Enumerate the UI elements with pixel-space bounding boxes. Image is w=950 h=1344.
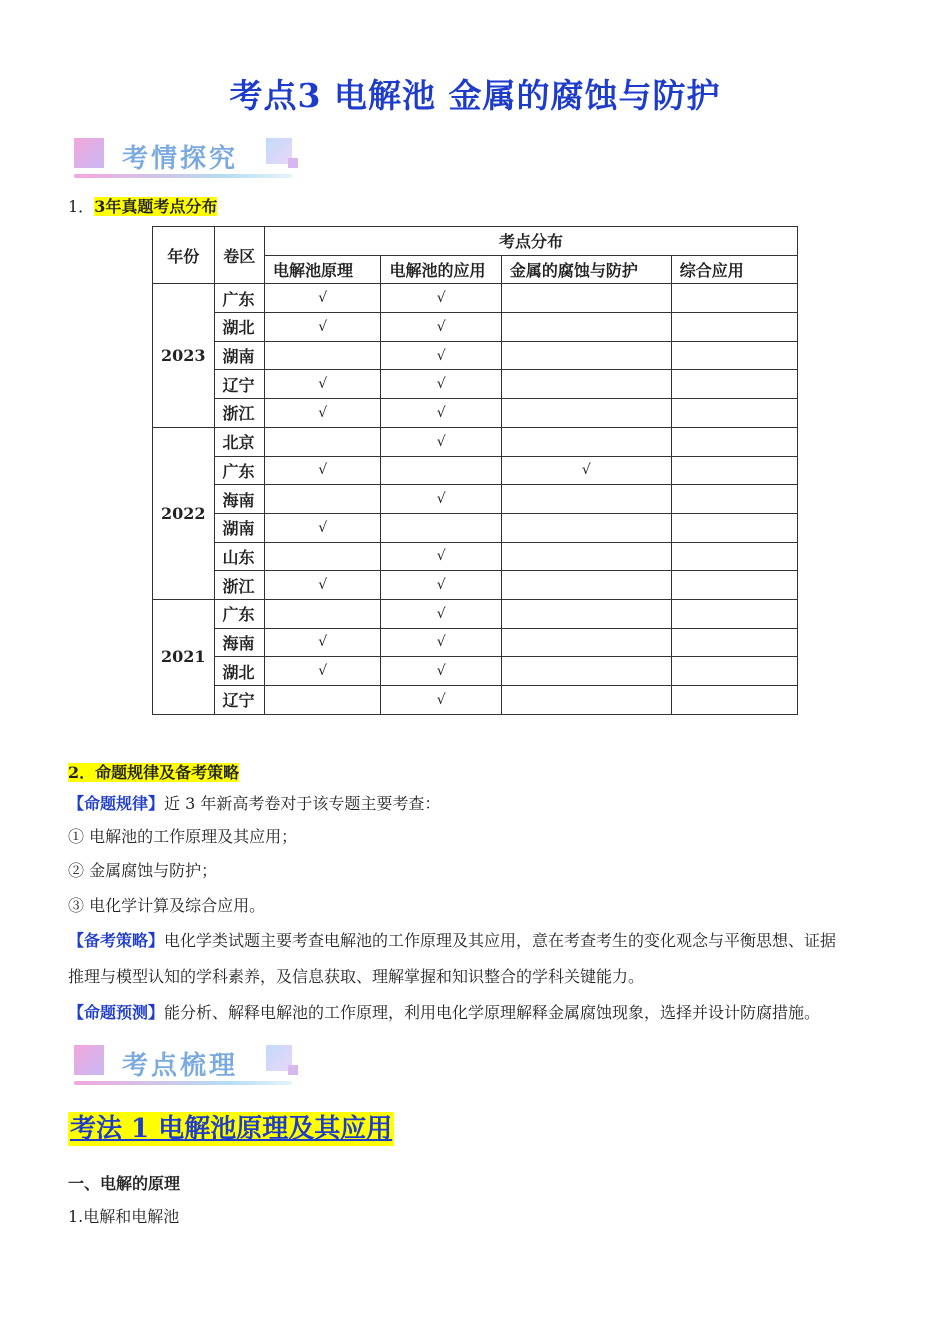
empty-cell xyxy=(501,370,671,399)
check-mark: √ xyxy=(381,427,501,456)
check-mark: √ xyxy=(381,657,501,686)
table-row xyxy=(153,599,798,628)
header-topic: 综合应用 xyxy=(671,255,797,284)
check-mark: √ xyxy=(381,399,501,428)
table-row xyxy=(153,370,798,399)
table-row xyxy=(153,542,798,571)
empty-cell xyxy=(501,513,671,542)
empty-cell xyxy=(265,542,381,571)
strategy-paragraph xyxy=(68,931,836,951)
strategy-tag: 【备考策略】 xyxy=(68,931,165,950)
subheading-electrolysis-principle: 一、电解的原理 xyxy=(68,1174,181,1193)
item-title: 3年真题考点分布 xyxy=(94,197,218,216)
empty-cell xyxy=(265,485,381,514)
empty-cell xyxy=(265,341,381,370)
region-cell: 山东 xyxy=(214,542,264,571)
check-mark: √ xyxy=(381,313,501,342)
check-mark: √ xyxy=(265,399,381,428)
table-row xyxy=(153,485,798,514)
empty-cell xyxy=(501,341,671,370)
region-cell: 湖北 xyxy=(214,313,264,342)
empty-cell xyxy=(501,485,671,514)
table-row xyxy=(153,341,798,370)
region-cell: 广东 xyxy=(214,284,264,313)
table-row xyxy=(153,628,798,657)
header-topic: 电解池原理 xyxy=(265,255,381,284)
region-cell: 海南 xyxy=(214,485,264,514)
year-cell: 2022 xyxy=(153,427,215,599)
prediction-text: 能分析、解释电解池的工作原理，利用电化学原理解释金属腐蚀现象，选择并设计防腐措施。 xyxy=(164,1003,821,1022)
item-number: 1． xyxy=(68,197,95,216)
check-mark: √ xyxy=(265,456,381,485)
empty-cell xyxy=(671,599,797,628)
page-title: 考点3 电解池 金属的腐蚀与防护 xyxy=(229,76,721,115)
region-cell: 湖南 xyxy=(214,341,264,370)
empty-cell xyxy=(265,599,381,628)
header-topic: 电解池的应用 xyxy=(381,255,501,284)
region-cell: 广东 xyxy=(214,599,264,628)
point-item: ③ 电化学计算及综合应用。 xyxy=(68,896,266,915)
empty-cell xyxy=(671,284,797,313)
banner-label: 考点梳理 xyxy=(122,1051,239,1081)
table-row xyxy=(153,571,798,600)
empty-cell xyxy=(501,571,671,600)
region-cell: 辽宁 xyxy=(214,370,264,399)
check-mark: √ xyxy=(381,599,501,628)
table-row xyxy=(153,657,798,686)
check-mark: √ xyxy=(381,571,501,600)
empty-cell xyxy=(671,313,797,342)
empty-cell xyxy=(671,513,797,542)
rule-tag: 【命题规律】 xyxy=(68,794,165,813)
empty-cell xyxy=(501,284,671,313)
check-mark: √ xyxy=(265,628,381,657)
region-cell: 海南 xyxy=(214,628,264,657)
table-row xyxy=(153,513,798,542)
empty-cell xyxy=(501,599,671,628)
subheading-electrolysis-cell: 1.电解和电解池 xyxy=(68,1207,180,1226)
method-1-heading: 考法 1 电解池原理及其应用 xyxy=(70,1114,393,1144)
empty-cell xyxy=(381,513,501,542)
year-cell: 2023 xyxy=(153,284,215,427)
empty-cell xyxy=(671,341,797,370)
empty-cell xyxy=(501,313,671,342)
region-cell: 湖北 xyxy=(214,657,264,686)
table-header-row xyxy=(153,227,798,256)
table-row xyxy=(153,313,798,342)
empty-cell xyxy=(671,485,797,514)
rule-text: 近 3 年新高考卷对于该专题主要考查： xyxy=(164,794,441,813)
item-title: ．命题规律及备考策略 xyxy=(79,763,240,782)
empty-cell xyxy=(671,542,797,571)
prediction-paragraph xyxy=(68,1003,820,1023)
empty-cell xyxy=(671,571,797,600)
empty-cell xyxy=(381,456,501,485)
empty-cell xyxy=(671,399,797,428)
banner-decoration xyxy=(288,1065,298,1075)
header-topic-group: 考点分布 xyxy=(265,227,798,256)
check-mark: √ xyxy=(381,370,501,399)
empty-cell xyxy=(671,686,797,715)
point-item: ① 电解池的工作原理及其应用； xyxy=(68,827,298,846)
banner-underline xyxy=(74,174,292,178)
check-mark: √ xyxy=(381,542,501,571)
empty-cell xyxy=(671,370,797,399)
banner-decoration xyxy=(74,1045,104,1075)
table-row xyxy=(153,284,798,313)
year-cell: 2021 xyxy=(153,599,215,714)
empty-cell xyxy=(501,657,671,686)
check-mark: √ xyxy=(381,628,501,657)
item-number: 2 xyxy=(68,763,80,782)
check-mark: √ xyxy=(265,571,381,600)
empty-cell xyxy=(671,628,797,657)
header-topic: 金属的腐蚀与防护 xyxy=(501,255,671,284)
region-cell: 广东 xyxy=(214,456,264,485)
table-row xyxy=(153,456,798,485)
empty-cell xyxy=(671,657,797,686)
item-2-heading xyxy=(68,763,239,783)
item-1-heading xyxy=(68,197,217,217)
empty-cell xyxy=(501,628,671,657)
prediction-tag: 【命题预测】 xyxy=(68,1003,165,1022)
banner-label: 考情探究 xyxy=(122,144,239,174)
region-cell: 浙江 xyxy=(214,399,264,428)
table-row xyxy=(153,427,798,456)
check-mark: √ xyxy=(381,341,501,370)
check-mark: √ xyxy=(265,284,381,313)
region-cell: 辽宁 xyxy=(214,686,264,715)
empty-cell xyxy=(501,399,671,428)
empty-cell xyxy=(501,686,671,715)
strategy-text: 电化学类试题主要考查电解池的工作原理及其应用，意在考查考生的变化观念与平衡思想、证据 xyxy=(164,931,837,950)
strategy-text-continued: 推理与模型认知的学科素养，及信息获取、理解掌握和知识整合的学科关键能力。 xyxy=(68,967,645,986)
empty-cell xyxy=(265,686,381,715)
rule-paragraph xyxy=(68,794,440,814)
banner-underline xyxy=(74,1081,292,1085)
header-region: 卷区 xyxy=(214,227,264,284)
empty-cell xyxy=(265,427,381,456)
empty-cell xyxy=(671,456,797,485)
check-mark: √ xyxy=(265,313,381,342)
check-mark: √ xyxy=(265,657,381,686)
banner-decoration xyxy=(288,158,298,168)
header-year: 年份 xyxy=(153,227,215,284)
point-item: ② 金属腐蚀与防护； xyxy=(68,861,218,880)
check-mark: √ xyxy=(265,370,381,399)
check-mark: √ xyxy=(501,456,671,485)
check-mark: √ xyxy=(381,485,501,514)
exam-distribution-table xyxy=(152,226,798,715)
empty-cell xyxy=(671,427,797,456)
check-mark: √ xyxy=(381,686,501,715)
check-mark: √ xyxy=(265,513,381,542)
banner-decoration xyxy=(74,138,104,168)
table-row xyxy=(153,399,798,428)
table-row xyxy=(153,686,798,715)
region-cell: 北京 xyxy=(214,427,264,456)
check-mark: √ xyxy=(381,284,501,313)
section-banner-key-points xyxy=(72,1043,302,1091)
empty-cell xyxy=(501,542,671,571)
region-cell: 浙江 xyxy=(214,571,264,600)
empty-cell xyxy=(501,427,671,456)
section-banner-exam-analysis xyxy=(72,136,302,184)
region-cell: 湖南 xyxy=(214,513,264,542)
